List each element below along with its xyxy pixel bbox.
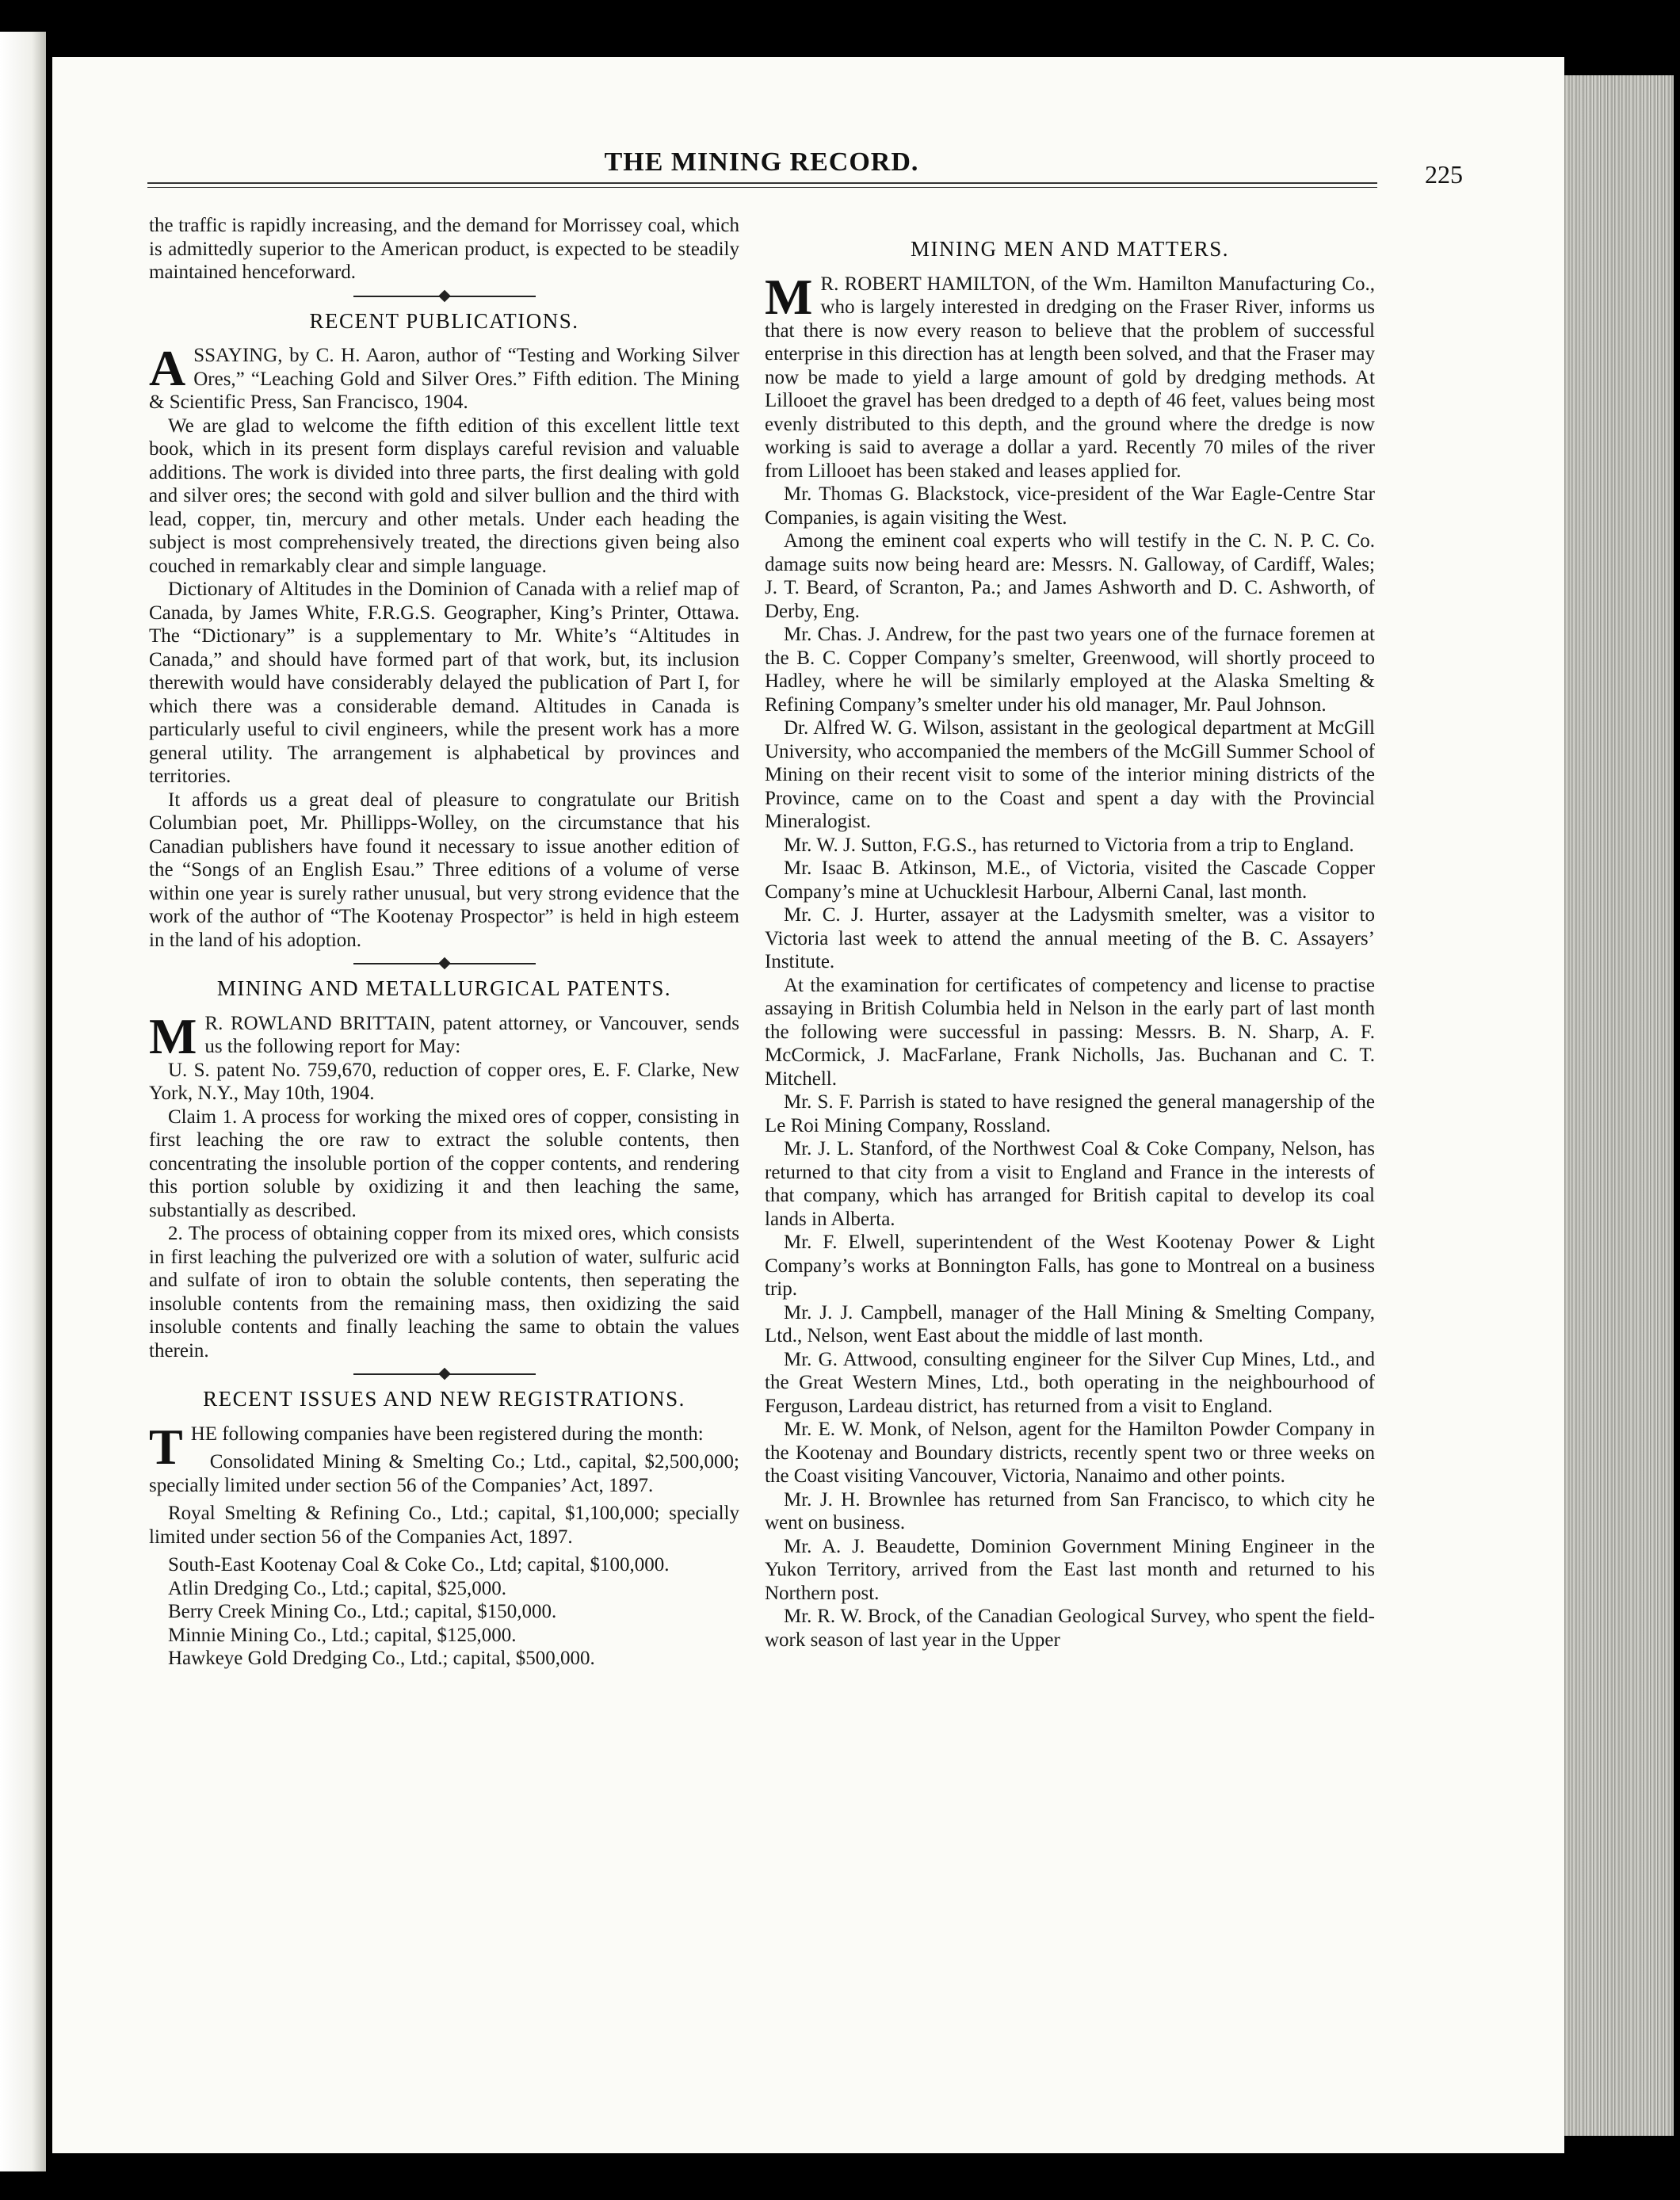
dropcap: M <box>765 268 813 325</box>
issues-lead-text: HE following companies have been registered during the month: <box>190 1423 704 1445</box>
page-header <box>147 141 1463 189</box>
publications-paragraph-1: We are glad to welcome the fifth edition of this excellent little text book, which in its present form displays careful revision and valuable additions. The work is divided into three parts, the first dealing with gold and silver ores; the second with gold and silver bullion and the third with lead, copper, tin, mercury and other metals. Under each heading the subject is most comprehensively treated, the directions given being also couched in remarkably clear and simple language. <box>149 414 739 577</box>
news-paragraph: Mr. R. W. Brock, of the Canadian Geological Survey, who spent the field-work season of last year in the Upper <box>765 1606 1375 1651</box>
news-paragraph: Mr. C. J. Hurter, assayer at the Ladysmith smelter, was a visitor to Victoria last week to attend the annual meeting of the B. C. Assayers’ Institute. <box>765 904 1375 972</box>
patents-lead-text: R. ROWLAND BRITTAIN, patent attorney, or Vancouver, sends us the following report for May: <box>204 1012 739 1057</box>
news-paragraph: Mr. G. Attwood, consulting engineer for the Silver Cup Mines, Ltd., and the Great Western Mines, Ltd., both operating in the neighbourhood of Ferguson, Lardeau district, has returned from a visit to England. <box>765 1348 1375 1417</box>
running-title: THE MINING RECORD. <box>604 147 919 177</box>
patents-paragraph-2: Claim 1. A process for working the mixed ores of copper, consisting in first leaching the ore raw to extract the soluble contents, then concentrating the insoluble portion of the copper contents, and rendering this portion soluble by oxidizing it and then leaching the same, substantially as described. <box>149 1106 739 1221</box>
mining-men-lead-text: R. ROBERT HAMILTON, of the Wm. Hamilton Manufacturing Co., who is largely interested in dredging on the Fraser River, informs us that there is now every reason to believe that the problem of successful enterprise in this direction has at length been solved, and that the Fraser may now be made to yield a large amount of gold by dredging methods. At Lillooet the gravel has been dredged to a depth of 46 feet, values being most evenly distributed to this depth, and the ground where the dredge is now working is said to average a dollar a yard. Recently 70 miles of the river from Lillooet has been staked and leases applied for. <box>765 273 1375 482</box>
news-paragraph: Mr. F. Elwell, superintendent of the West Kootenay Power & Light Company’s works at Bonnington Falls, has gone to Montreal on a business trip. <box>765 1232 1375 1300</box>
news-paragraph: Mr. J. L. Stanford, of the Northwest Coal & Coke Company, Nelson, has returned to that city from a visit to England and France in the interests of that company, which has arranged for British capital to develop its coal lands in Alberta. <box>765 1138 1375 1230</box>
news-paragraph: Dr. Alfred W. G. Wilson, assistant in the geological department at McGill University, who accompanied the members of the McGill Summer School of Mining on their recent visit to some of the interior mining districts of the Province, came on to the Coast and spent a day with the Provincial Mineralogist. <box>765 717 1375 832</box>
registration-item: Consolidated Mining & Smelting Co.; Ltd., capital, $2,500,000; specially limited under section 56 of the Companies’ Act, 1897. <box>149 1451 739 1496</box>
news-paragraph: Mr. Thomas G. Blackstock, vice-president of the War Eagle-Centre Star Companies, is again visiting the West. <box>765 483 1375 529</box>
dropcap: T <box>149 1418 183 1475</box>
news-paragraph: Mr. W. J. Sutton, F.G.S., has returned to Victoria from a trip to England. <box>784 834 1354 856</box>
dropcap: M <box>149 1007 197 1064</box>
header-rule-top <box>147 182 1377 184</box>
page-number: 225 <box>1425 160 1463 189</box>
news-paragraph: Mr. S. F. Parrish is stated to have resigned the general managership of the Le Roi Mining Company, Rossland. <box>765 1091 1375 1136</box>
registration-item: Hawkeye Gold Dredging Co., Ltd.; capital, $500,000. <box>168 1648 595 1669</box>
news-paragraph: Mr. J. H. Brownlee has returned from San Francisco, to which city he went on business. <box>765 1488 1375 1534</box>
news-paragraph: Mr. E. W. Monk, of Nelson, agent for the Hamilton Powder Company in the Kootenay and Boundary districts, recently spent two or three weeks on the Coast visiting Vancouver, Victoria, Nanaimo and other points. <box>765 1419 1375 1487</box>
dropcap: A <box>149 340 186 396</box>
heading-patents: MINING AND METALLURGICAL PATENTS. <box>216 976 672 1000</box>
divider-ornament-icon <box>438 289 451 302</box>
registration-item: Berry Creek Mining Co., Ltd.; capital, $150,000. <box>168 1601 557 1622</box>
heading-recent-issues: RECENT ISSUES AND NEW REGISTRATIONS. <box>203 1387 685 1411</box>
left-column <box>149 214 739 1671</box>
intro-paragraph: the traffic is rapidly increasing, and the demand for Morrissey coal, which is admittedly superior to the American product, is expected to be steadily maintained henceforward. <box>149 215 739 283</box>
heading-mining-men: MINING MEN AND MATTERS. <box>910 237 1229 261</box>
divider-ornament-icon <box>438 1368 451 1381</box>
patents-lead <box>149 1007 739 1064</box>
section-divider <box>353 296 536 297</box>
news-paragraph: Mr. Chas. J. Andrew, for the past two years one of the furnace foremen at the B. C. Copper Company’s smelter, Greenwood, will shortly proceed to Hadley, where he will be similarly employed at the Alaska Smelting & Refining Company’s smelter under his old manager, Mr. Paul Johnson. <box>765 624 1375 716</box>
patents-paragraph-1: U. S. patent No. 759,670, reduction of copper ores, E. F. Clarke, New York, N.Y., May 10th, 1904. <box>149 1059 739 1104</box>
patents-paragraph-3: 2. The process of obtaining copper from its mixed ores, which consists in first leaching the pulverized ore with a solution of water, sulfuric acid and sulfate of iron to obtain the soluble contents, then seperating the insoluble contents from the remaining mass, then oxidizing the said insoluble contents and finally leaching the same to obtain the values therein. <box>149 1223 739 1362</box>
section-divider <box>353 1373 536 1375</box>
news-paragraph: Mr. Isaac B. Atkinson, M.E., of Victoria, visited the Cascade Copper Company’s mine at Uchucklesit Harbour, Alberni Canal, last month. <box>765 857 1375 903</box>
facing-page-edge <box>0 32 46 2171</box>
mining-men-lead <box>765 268 1375 483</box>
news-paragraph: Among the eminent coal experts who will testify in the C. N. P. C. Co. damage suits now being heard are: Messrs. N. Galloway, of Cardiff, Wales; J. T. Beard, of Scranton, Pa.; and James Ashworth and D. C. Ashworth, of Derby, Eng. <box>765 530 1375 622</box>
news-paragraph: At the examination for certificates of competency and license to practise assaying in British Columbia held in Nelson in the early part of last month the following were successful in passing: Messrs. B. N. Sharp, A. F. McCormick, J. MacFarlane, Frank Nicholls, Jas. Buchanan and C. T. Mitchell. <box>765 974 1375 1090</box>
book-page-edges <box>1564 75 1674 2136</box>
registration-item: Minnie Mining Co., Ltd.; capital, $125,000. <box>168 1624 517 1646</box>
heading-recent-publications: RECENT PUBLICATIONS. <box>309 308 579 333</box>
registration-item: Atlin Dredging Co., Ltd.; capital, $25,000. <box>168 1577 507 1599</box>
publications-lead-text: SSAYING, by C. H. Aaron, author of “Testing and Working Silver Ores,” “Leaching Gold and Silver Ores.” Fifth edition. The Mining & Scientific Press, San Francisco, 1904. <box>149 345 739 413</box>
divider-ornament-icon <box>438 957 451 970</box>
registration-item: South-East Kootenay Coal & Coke Co., Ltd; capital, $100,000. <box>168 1554 670 1576</box>
news-paragraph: Mr. A. J. Beaudette, Dominion Government Mining Engineer in the Yukon Territory, arrived from the East last month and returned to his Northern post. <box>765 1535 1375 1604</box>
news-paragraph: Mr. J. J. Campbell, manager of the Hall Mining & Smelting Company, Ltd., Nelson, went East about the middle of last month. <box>765 1301 1375 1346</box>
right-column <box>765 238 1375 1652</box>
publications-paragraph-2: Dictionary of Altitudes in the Dominion of Canada with a relief map of Canada, by James White, F.R.G.S. Geographer, King’s Printer, Ottawa. The “Dictionary” is a supplementary to Mr. White’s “Altitudes in Canada,” and should have formed part of that work, but, its inclusion therewith would have considerably delayed the publication of Part I, for which there was a considerable demand. Altitudes in Canada is particularly useful to civil engineers, while the present work has a more general utility. The arrangement is alphabetical by provinces and territories. <box>149 579 739 787</box>
section-divider <box>353 963 536 964</box>
publications-paragraph-3: It affords us a great deal of pleasure to congratulate our British Columbian poet, Mr. Phillipps-Wolley, on the circumstance that his Canadian publishers have found it necessary to issue another edition of the “Songs of an English Esau.” Three editions of a volume of verse within one year is surely rather unusual, but very strong evidence that the work of the author of “The Kootenay Prospector” is held in high esteem in the land of his adoption. <box>149 789 739 951</box>
header-rule-bottom <box>147 187 1377 188</box>
publications-lead <box>149 340 739 414</box>
registration-item: Royal Smelting & Refining Co., Ltd.; capital, $1,100,000; specially limited under section 56 of the Companies Act, 1897. <box>149 1503 739 1548</box>
